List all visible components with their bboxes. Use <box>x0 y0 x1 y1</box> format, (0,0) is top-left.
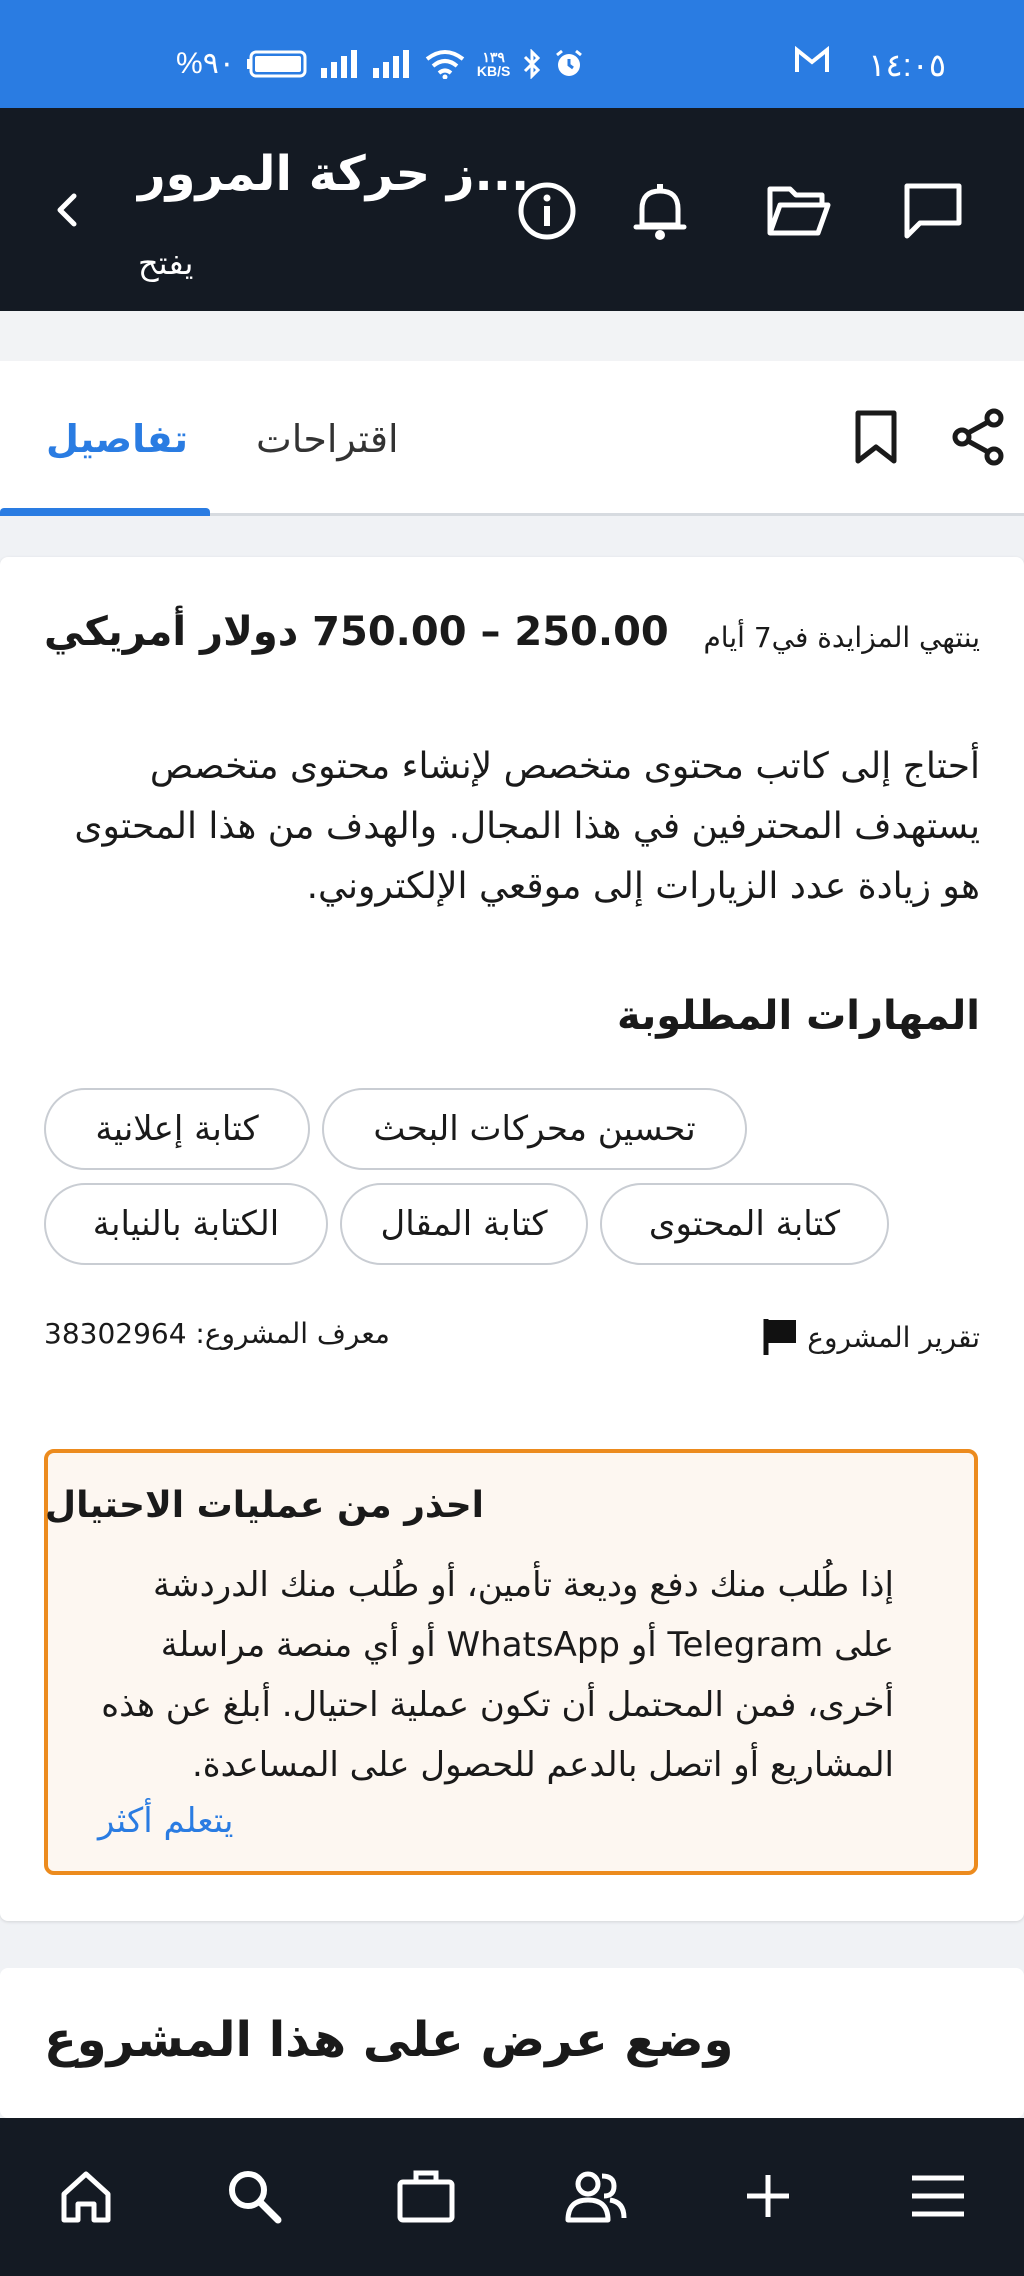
menu-icon <box>910 2174 966 2218</box>
bell-icon <box>632 181 688 241</box>
nav-contacts[interactable] <box>564 2164 628 2228</box>
project-id: معرف المشروع: 38302964 <box>44 1317 390 1350</box>
bookmark-button[interactable] <box>844 405 908 469</box>
app-header <box>0 108 1024 311</box>
warning-title: احذر من عمليات الاحتيال <box>44 1485 484 1526</box>
status-indicators <box>176 46 584 81</box>
back-button[interactable] <box>44 186 92 234</box>
budget-range: 250.00 – 750.00 دولار أمريكي <box>44 609 669 655</box>
wifi-icon <box>425 49 465 79</box>
gmail-icon <box>794 46 830 74</box>
notifications-button[interactable] <box>625 176 695 246</box>
bottom-navigation <box>0 2118 1024 2276</box>
tab-bar <box>0 361 1024 516</box>
tab-details[interactable]: تفاصيل <box>46 417 189 461</box>
alarm-icon <box>554 49 584 79</box>
users-icon <box>564 2168 628 2224</box>
warning-body: إذا طُلب منك دفع وديعة تأمين، أو طُلب منك الدردشة على Telegram أو WhatsApp أو أي منصة مراسلة أخرى، فمن المحتمل أن تكون عملية احتيال. أبلغ عن هذه المشاريع أو اتصل بالدعم للحصول على المساعدة. <box>101 1565 894 1785</box>
skill-chip-seo[interactable]: تحسين محركات البحث <box>322 1088 747 1170</box>
tab-proposals[interactable]: اقتراحات <box>256 417 399 461</box>
project-status: يفتح <box>138 244 194 282</box>
project-description: أحتاج إلى كاتب محتوى متخصص لإنشاء محتوى متخصص يستهدف المحترفين في هذا المجال. والهدف من هذا المحتوى هو زيادة عدد الزيارات إلى موقعي الإلكتروني. <box>74 746 980 907</box>
nav-projects[interactable] <box>394 2164 458 2228</box>
nav-menu[interactable] <box>906 2164 970 2228</box>
page-title: ...ز حركة المرور <box>138 146 530 202</box>
chat-icon <box>902 181 964 241</box>
nav-create[interactable] <box>736 2164 800 2228</box>
messages-button[interactable] <box>898 176 968 246</box>
project-details-card <box>0 557 1024 1921</box>
bid-ends-label: ينتهي المزايدة في7 أيام <box>703 621 980 654</box>
share-button[interactable] <box>946 405 1010 469</box>
home-icon <box>58 2168 114 2224</box>
back-icon <box>44 186 92 234</box>
active-tab-indicator <box>0 508 210 516</box>
place-bid-card <box>0 1968 1024 2118</box>
info-icon <box>517 181 577 241</box>
clock: ١٤:٠٥ <box>868 47 946 83</box>
skills-heading: المهارات المطلوبة <box>616 993 980 1039</box>
flag-icon <box>763 1317 799 1357</box>
battery-icon <box>247 50 309 78</box>
network-speed: ١٣٩ KB/S <box>476 48 511 79</box>
signal-icon <box>321 50 361 78</box>
nav-home[interactable] <box>54 2164 118 2228</box>
share-icon <box>950 408 1006 466</box>
briefcase-icon <box>396 2168 456 2224</box>
folder-icon <box>766 183 832 239</box>
signal-icon <box>373 50 413 78</box>
report-project-label: تقرير المشروع <box>807 1320 980 1354</box>
skill-chip-article-writing[interactable]: كتابة المقال <box>340 1183 588 1265</box>
status-bar <box>0 0 1024 108</box>
info-button[interactable] <box>512 176 582 246</box>
nav-search[interactable] <box>222 2164 286 2228</box>
search-icon <box>226 2168 282 2224</box>
battery-text: %٩٠ <box>176 47 235 80</box>
skill-chip-copywriting[interactable]: كتابة إعلانية <box>44 1088 310 1170</box>
skill-chip-ghostwriting[interactable]: الكتابة بالنيابة <box>44 1183 328 1265</box>
scam-warning-box <box>44 1449 978 1875</box>
skill-chip-content-writing[interactable]: كتابة المحتوى <box>600 1183 889 1265</box>
place-bid-heading: وضع عرض على هذا المشروع <box>44 2012 734 2068</box>
divider-band <box>0 311 1024 361</box>
plus-icon <box>743 2171 793 2221</box>
files-button[interactable] <box>764 176 834 246</box>
report-project-link[interactable] <box>763 1317 980 1357</box>
bookmark-icon <box>854 409 898 465</box>
learn-more-link[interactable]: يتعلم أكثر <box>98 1801 234 1841</box>
bluetooth-icon <box>522 49 542 79</box>
